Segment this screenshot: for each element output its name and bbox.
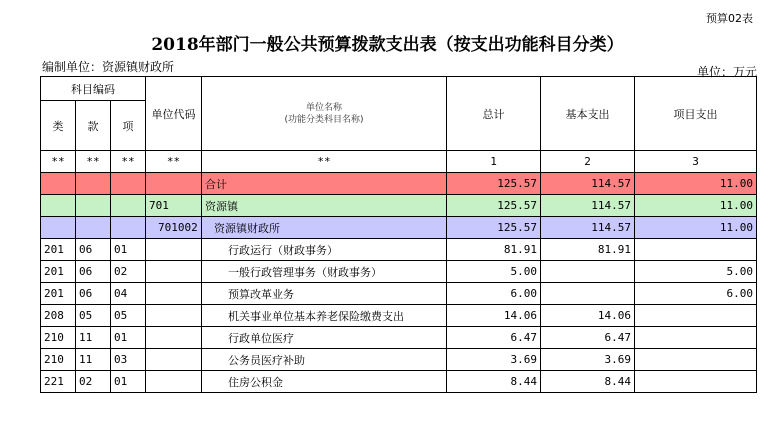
lei-cell: 208 [41, 305, 76, 327]
table-row [41, 261, 757, 283]
project-cell [635, 305, 757, 327]
index-row [41, 151, 757, 173]
institution-row-basic: 114.57 [541, 217, 635, 239]
unit-code-cell [146, 261, 202, 283]
compiling-unit: 编制单位：资源镇财政所 [42, 60, 175, 74]
total-cell: 5.00 [447, 261, 541, 283]
item-name-cell: 住房公积金 [202, 371, 447, 393]
kuan-cell: 06 [76, 239, 111, 261]
index-cell: ** [111, 151, 146, 173]
table-row [41, 371, 757, 393]
xiang-cell: 03 [111, 349, 146, 371]
table-row [41, 283, 757, 305]
item-name-cell: 一般行政管理事务（财政事务） [202, 261, 447, 283]
kuan-cell: 11 [76, 327, 111, 349]
lei-cell: 201 [41, 261, 76, 283]
lei-header: 类 [41, 101, 76, 151]
xiang-cell: 05 [111, 305, 146, 327]
index-cell: ** [146, 151, 202, 173]
town-row-name: 资源镇 [202, 195, 447, 217]
form-code: 预算02表 [706, 12, 753, 25]
index-cell: 3 [635, 151, 757, 173]
index-cell: ** [41, 151, 76, 173]
index-cell: 1 [447, 151, 541, 173]
unit-name-header [202, 77, 447, 151]
total-cell: 6.00 [447, 283, 541, 305]
total-row-name: 合计 [202, 173, 447, 195]
project-cell [635, 327, 757, 349]
basic-cell: 6.47 [541, 327, 635, 349]
item-name-cell: 预算改革业务 [202, 283, 447, 305]
total-header: 总计 [447, 77, 541, 151]
project-cell: 6.00 [635, 283, 757, 305]
xiang-cell: 02 [111, 261, 146, 283]
index-cell: ** [202, 151, 447, 173]
index-cell: 2 [541, 151, 635, 173]
kuan-cell: 05 [76, 305, 111, 327]
item-name-cell: 机关事业单位基本养老保险缴费支出 [202, 305, 447, 327]
index-cell: ** [76, 151, 111, 173]
project-cell [635, 371, 757, 393]
xiang-cell: 01 [111, 371, 146, 393]
institution-row-total: 125.57 [447, 217, 541, 239]
town-row-code: 701 [146, 195, 202, 217]
item-name-cell: 公务员医疗补助 [202, 349, 447, 371]
page-title: 2018年部门一般公共预算拨款支出表（按支出功能科目分类） [151, 35, 624, 55]
total-row-project: 11.00 [635, 173, 757, 195]
unit-name-header-line1: 单位名称 [305, 102, 342, 113]
basic-cell: 8.44 [541, 371, 635, 393]
institution-row [41, 217, 757, 239]
unit-code-header: 单位代码 [146, 77, 202, 151]
project-cell [635, 349, 757, 371]
project-cell [635, 239, 757, 261]
table-row [41, 305, 757, 327]
kuan-header: 款 [76, 101, 111, 151]
table-row [41, 327, 757, 349]
total-row-basic: 114.57 [541, 173, 635, 195]
unit-code-cell [146, 305, 202, 327]
total-cell: 14.06 [447, 305, 541, 327]
total-cell: 3.69 [447, 349, 541, 371]
item-name-cell: 行政单位医疗 [202, 327, 447, 349]
basic-cell [541, 261, 635, 283]
xiang-header: 项 [111, 101, 146, 151]
lei-cell: 201 [41, 283, 76, 305]
subject-code-header: 科目编码 [41, 77, 146, 101]
kuan-cell: 02 [76, 371, 111, 393]
unit-code-cell [146, 283, 202, 305]
town-row-project: 11.00 [635, 195, 757, 217]
xiang-cell: 01 [111, 239, 146, 261]
total-cell: 8.44 [447, 371, 541, 393]
town-row [41, 195, 757, 217]
town-row-total: 125.57 [447, 195, 541, 217]
lei-cell: 210 [41, 327, 76, 349]
total-cell: 6.47 [447, 327, 541, 349]
basic-header: 基本支出 [541, 77, 635, 151]
town-row-basic: 114.57 [541, 195, 635, 217]
amount-unit: 单位：万元 [696, 65, 757, 79]
basic-cell [541, 283, 635, 305]
budget-table [40, 76, 757, 393]
total-cell: 81.91 [447, 239, 541, 261]
table-row [41, 349, 757, 371]
basic-cell: 3.69 [541, 349, 635, 371]
basic-cell: 81.91 [541, 239, 635, 261]
project-header: 项目支出 [635, 77, 757, 151]
item-name-cell: 行政运行（财政事务） [202, 239, 447, 261]
unit-code-cell [146, 349, 202, 371]
institution-row-code: 701002 [146, 217, 202, 239]
unit-code-cell [146, 371, 202, 393]
project-cell: 5.00 [635, 261, 757, 283]
kuan-cell: 06 [76, 261, 111, 283]
xiang-cell: 04 [111, 283, 146, 305]
institution-row-name: 资源镇财政所 [202, 217, 447, 239]
total-row-total: 125.57 [447, 173, 541, 195]
institution-row-project: 11.00 [635, 217, 757, 239]
kuan-cell: 11 [76, 349, 111, 371]
unit-name-header-line2: (功能分类科目名称) [284, 114, 364, 125]
xiang-cell: 01 [111, 327, 146, 349]
lei-cell: 201 [41, 239, 76, 261]
lei-cell: 210 [41, 349, 76, 371]
unit-code-cell [146, 327, 202, 349]
table-row [41, 239, 757, 261]
lei-cell: 221 [41, 371, 76, 393]
unit-code-cell [146, 239, 202, 261]
kuan-cell: 06 [76, 283, 111, 305]
basic-cell: 14.06 [541, 305, 635, 327]
total-row [41, 173, 757, 195]
